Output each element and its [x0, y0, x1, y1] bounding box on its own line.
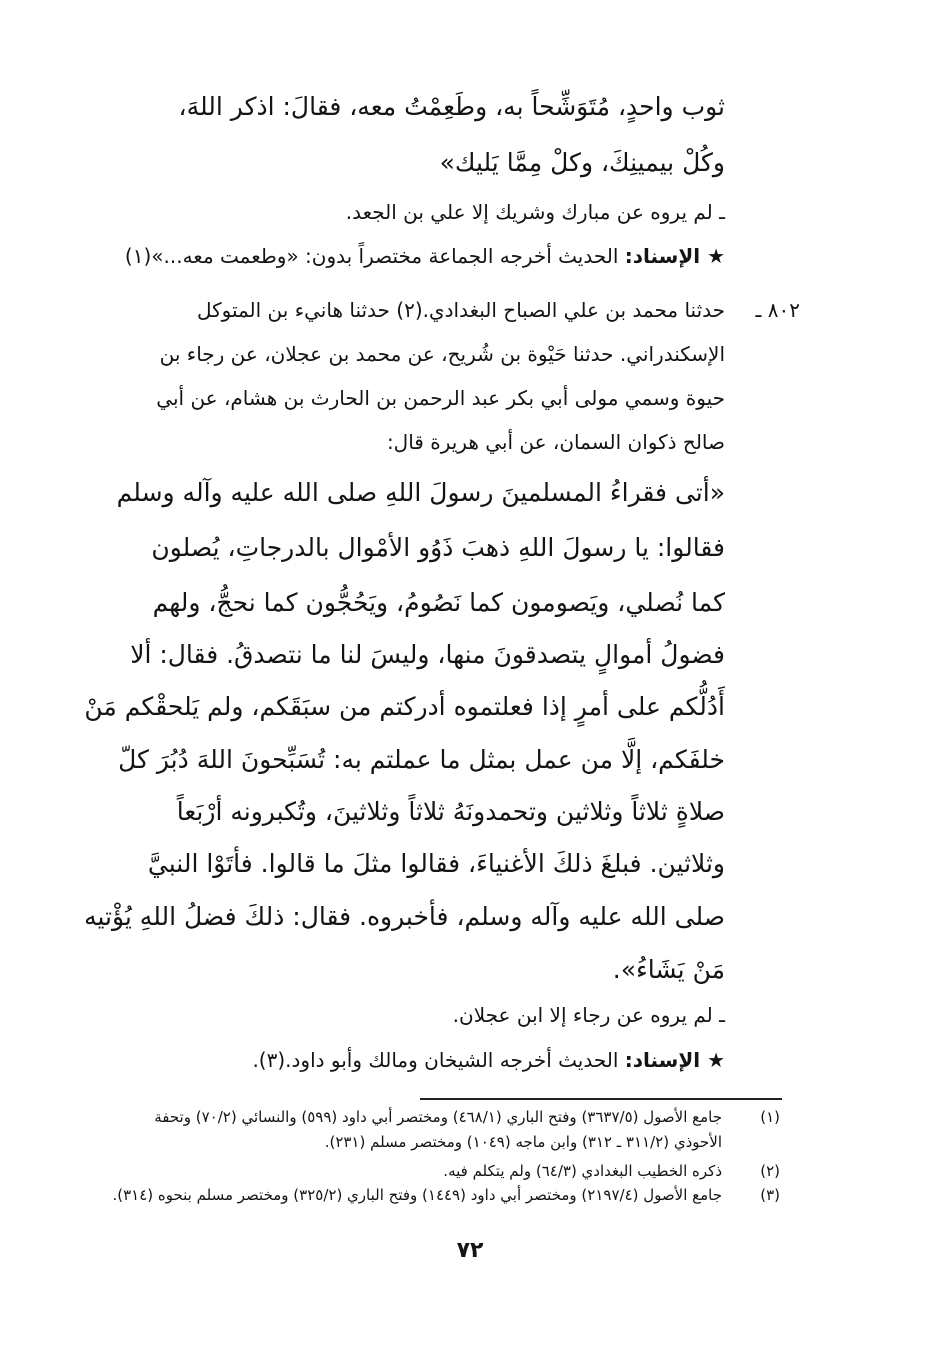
hadith-text-line-9: صلى الله عليه وآله وسلم، فأخبروه. فقال: ذلكَ فضلُ اللهِ يُؤْتيه: [84, 902, 725, 931]
isnad-label: ★ الإسناد:: [624, 244, 725, 268]
footnote-marker-1: (١): [760, 1108, 780, 1126]
footnote-3-line-1: جامع الأصول (٢١٩٧/٤) ومختصر أبي داود (١٤٤٩) وفتح الباري (٣٢٥/٢) ومختصر مسلم بنحوه (٣١٤).: [112, 1186, 722, 1204]
hadith-number: ٨٠٢ ـ: [755, 298, 800, 322]
hadith-text-line-5: أَدُلُّكم على أمرٍ إذا فعلتموه أدركتم من سبَقَكم، ولم يَلحقْكم مَنْ: [84, 692, 725, 721]
hadith-text-line-4: فضولُ أموالٍ يتصدقونَ منها، وليسَ لنا ما نتصدقُ. فقال: ألا: [130, 640, 725, 669]
hadith-text-line-2: فقالوا: يا رسولَ اللهِ ذهبَ ذَوُو الأمْوال بالدرجاتِ، يُصلون: [151, 533, 725, 562]
chain-line-1: حدثنا محمد بن علي الصباح البغدادي.(٢) حدثنا هانيء بن المتوكل: [196, 298, 725, 322]
hadith-text-line-7: صلاةٍ ثلاثاً وثلاثين وتحمدونَهُ ثلاثاً وثلاثينَ، وتُكبرونه أرْبَعاً: [176, 797, 725, 826]
footnote-2-line-1: ذكره الخطيب البغدادي (٦٤/٣) ولم يتكلم فيه.: [443, 1162, 722, 1180]
hadith-text-line-6: خلفَكم، إلَّا من عمل بمثل ما عملتم به: تُسَبِّحونَ اللهَ دُبُرَ كلّ: [118, 745, 725, 774]
footnote-marker-3: (٣): [760, 1186, 780, 1204]
hadith-text-line-10: مَنْ يَشَاءُ».: [612, 955, 725, 984]
footnote-marker-2: (٢): [760, 1162, 780, 1180]
continuation-line-1: ثوب واحدٍ، مُتَوَشِّحاً به، وطَعِمْتُ معه، فقالَ: اذكر اللهَ،: [178, 92, 725, 121]
chain-line-2: الإسكندراني. حدثنا حَيْوة بن شُريح، عن محمد بن عجلان، عن رجاء بن: [159, 342, 725, 366]
hadith-isnad: [252, 1048, 725, 1072]
chain-line-3: حيوة وسمي مولى أبي بكر عبد الرحمن بن الحارث بن هشام، عن أبي: [156, 386, 725, 410]
footnote-1-line-1: جامع الأصول (٣٦٣٧/٥) وفتح الباري (٤٦٨/١) ومختصر أبي داود (٥٩٩) والنسائي (٧٠/٢) وتحفة: [154, 1108, 722, 1126]
footnote-separator: [420, 1098, 782, 1100]
isnad-text: الحديث أخرجه الشيخان ومالك وأبو داود.(٣).: [252, 1048, 619, 1072]
chain-line-4: صالح ذكوان السمان، عن أبي هريرة قال:: [386, 430, 725, 454]
page-number: ٧٢: [456, 1238, 484, 1263]
continuation-line-2: وكُلْ بيمينِكَ، وكلْ مِمَّا يَليك»: [439, 148, 725, 177]
footnote-1-line-2: الأحوذي (٣١١/٢ ـ ٣١٢) وابن ماجه (١٠٤٩) ومختصر مسلم (٢٣١).: [324, 1133, 722, 1151]
hadith-text-line-1: «أتى فقراءُ المسلمينَ رسولَ اللهِ صلى الله عليه وآله وسلم: [116, 478, 725, 507]
hadith-text-line-3: كما نُصلي، ويَصومون كما نَصُومُ، ويَحُجُّون كما نحجُّ، ولهم: [152, 588, 725, 617]
continuation-isnad: [125, 244, 725, 268]
continuation-remark: ـ لم يروه عن مبارك وشريك إلا علي بن الجعد.: [345, 200, 725, 224]
isnad-label: ★ الإسناد:: [624, 1048, 725, 1072]
hadith-text-line-8: وثلاثين. فبلغَ ذلكَ الأغنياءَ، فقالوا مثلَ ما قالوا. فأتَوْا النبيَّ: [147, 849, 725, 878]
isnad-text: الحديث أخرجه الجماعة مختصراً بدون: «وطعمت معه...»(١): [124, 244, 619, 268]
hadith-remark: ـ لم يروه عن رجاء إلا ابن عجلان.: [452, 1003, 725, 1027]
